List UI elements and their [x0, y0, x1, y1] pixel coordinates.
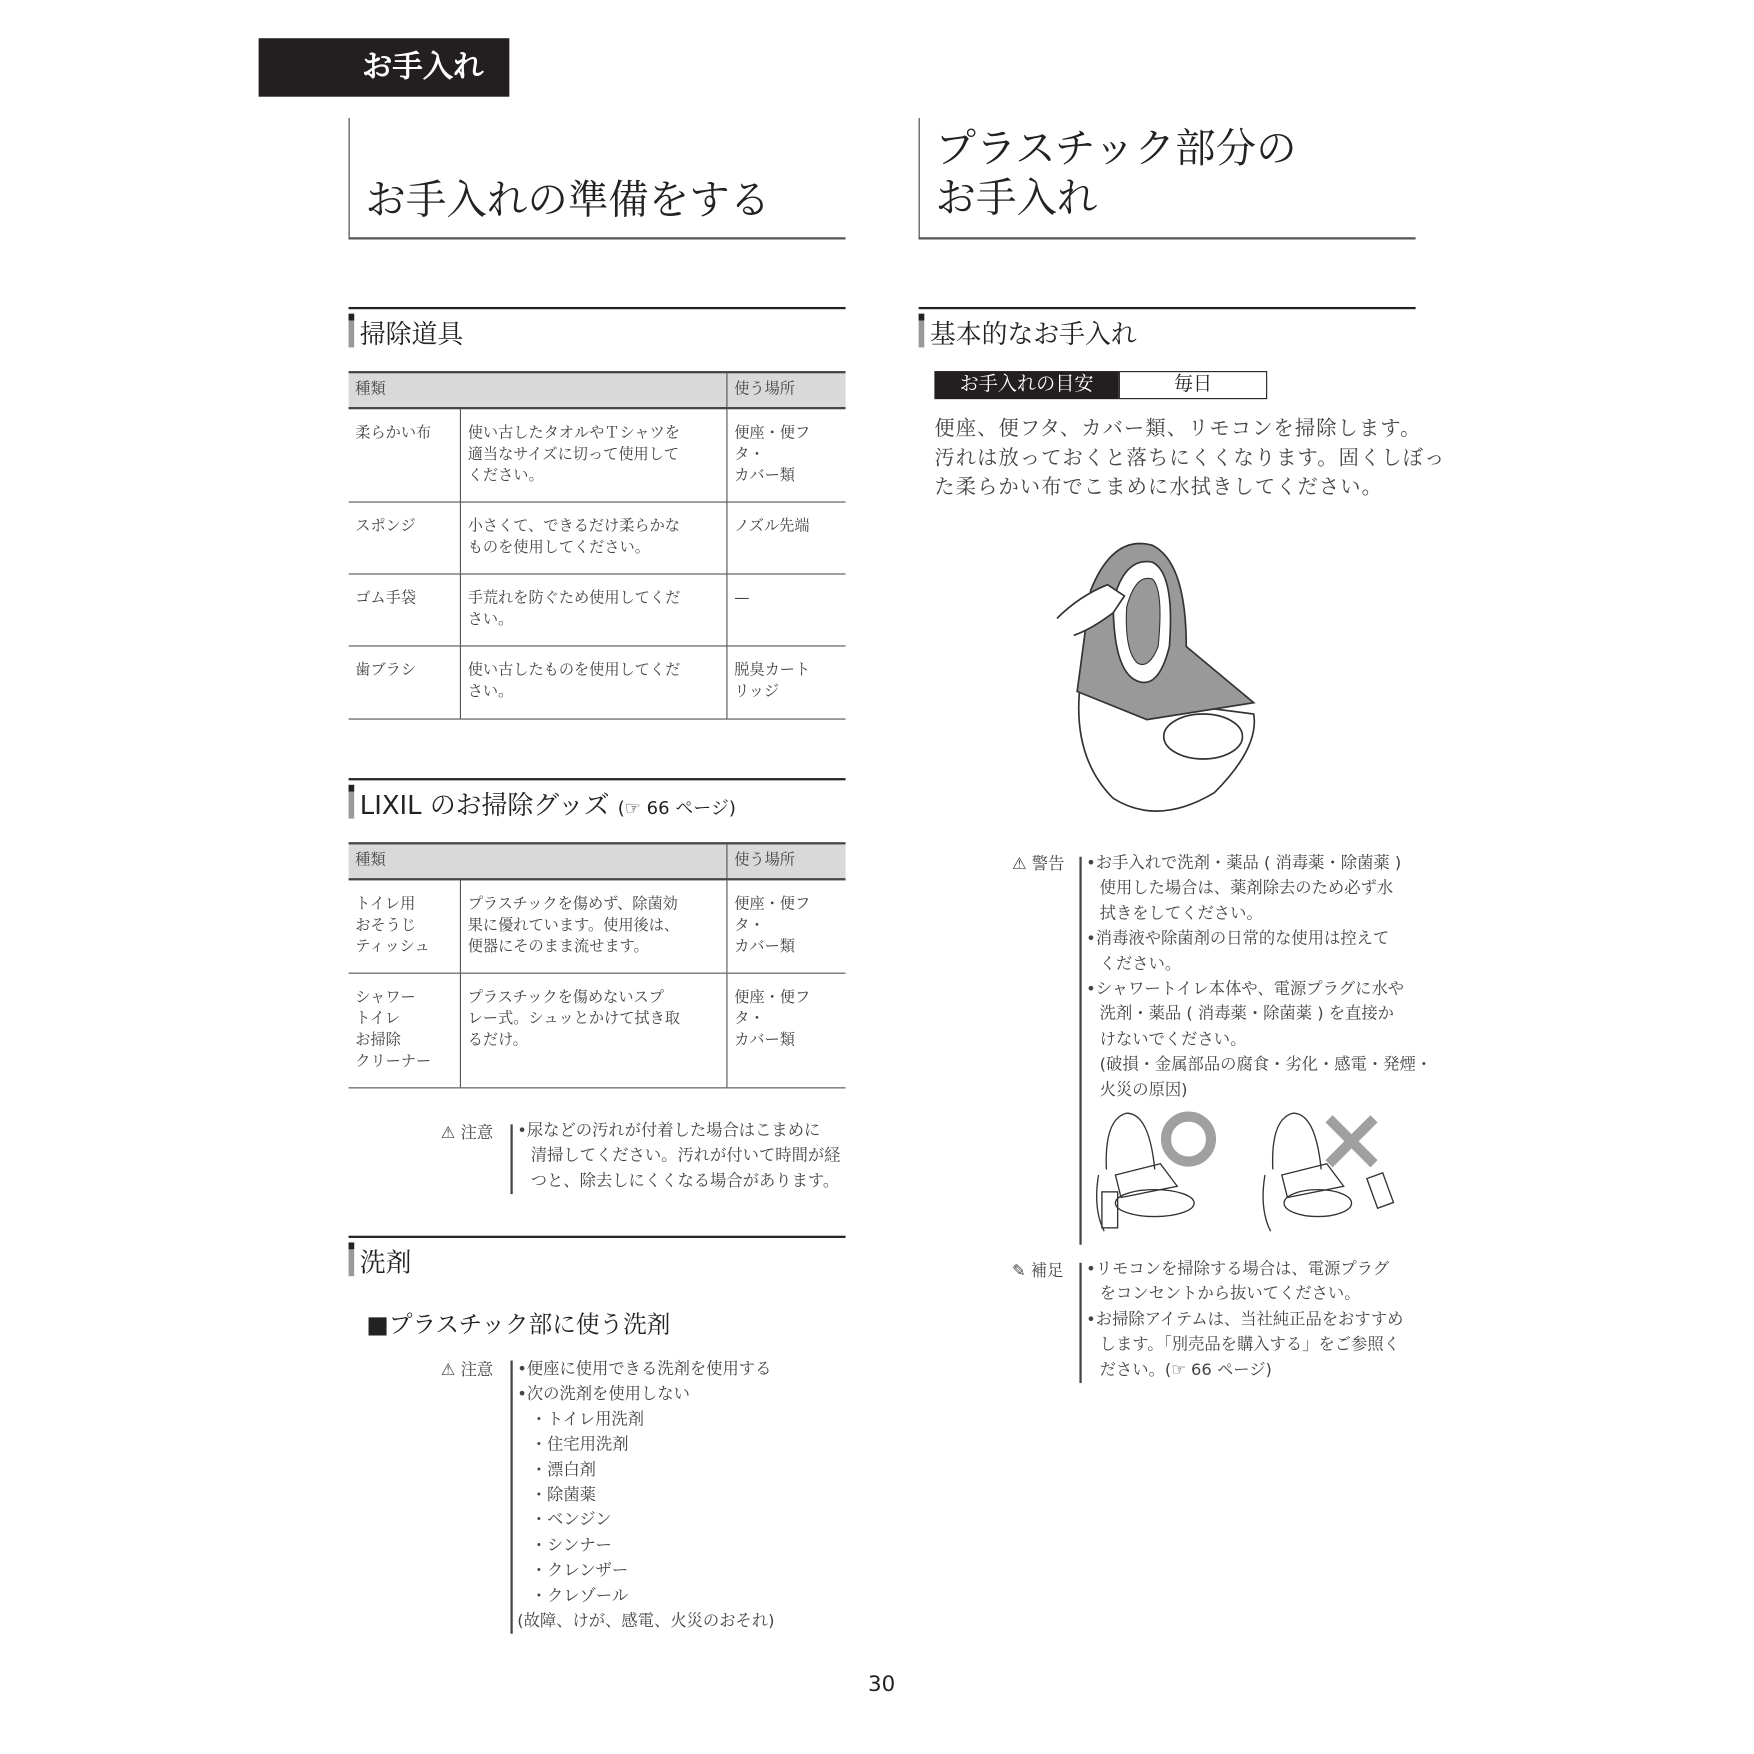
list-item: ・漂白剤: [530, 1461, 596, 1480]
cell-line: 使い古したものを使用してくだ: [467, 660, 681, 679]
cell-line: さい。: [467, 609, 514, 628]
supplement-body: [1086, 1257, 1403, 1383]
list-item: ・クレンザー: [530, 1562, 629, 1581]
chapter-tab-label: お手入れ: [362, 49, 484, 85]
cell-type: [349, 645, 461, 718]
list-item: ・住宅用洗剤: [530, 1436, 629, 1455]
cell-line: プラスチックを傷めず、除菌効: [467, 895, 678, 914]
caution-text: 注意: [460, 1124, 494, 1143]
cell-line: ものを使用してください。: [467, 538, 650, 557]
list-item: ・除菌薬: [530, 1486, 596, 1505]
cross-ng-icon: [1329, 1119, 1374, 1164]
caution-body: [517, 1357, 774, 1634]
cell-line: 使い古したタオルやＴシャツを: [467, 423, 680, 442]
title-line: お手入れ: [935, 175, 1098, 222]
caution-text: 注意: [460, 1361, 494, 1380]
table-row: [349, 973, 846, 1088]
incorrect-example: [1263, 1113, 1393, 1231]
cell-type: [349, 879, 461, 972]
cell-line: シャワー: [355, 987, 416, 1006]
caution-line: (故障、けが、感電、火災のおそれ): [517, 1612, 775, 1631]
frequency-value: 毎日: [1119, 371, 1267, 399]
cell-line: ノズル先端: [734, 516, 810, 535]
tools-table: [349, 371, 846, 719]
col-header-type: 種類: [349, 843, 727, 879]
cell-type: [349, 973, 461, 1088]
caution-line: •尿などの汚れが付着した場合はこまめに: [517, 1122, 821, 1141]
caution-label: [441, 1358, 493, 1383]
caution-label: [441, 1121, 493, 1146]
section-title: 掃除道具: [359, 320, 464, 350]
cell-desc: [460, 501, 726, 573]
cell-line: レー式。シュッとかけて拭き取: [467, 1009, 680, 1028]
warning-line: 拭きをしてください。: [1099, 904, 1263, 923]
cell-place: [727, 973, 846, 1088]
page-title-right: [936, 125, 1297, 224]
warning-line: •お手入れで洗剤・薬品 ( 消毒薬・除菌薬 ): [1086, 854, 1402, 873]
right-title-block: [919, 118, 1416, 239]
note-divider: [1079, 857, 1081, 1245]
cell-line: おそうじ: [355, 916, 417, 935]
cell-line: お掃除: [355, 1030, 401, 1049]
cell-line: 便座・便フタ・: [734, 895, 811, 935]
toilet-cleaning-illustration: [1046, 534, 1271, 826]
list-item: ・ベンジン: [530, 1511, 612, 1530]
note-divider: [510, 1124, 512, 1194]
col-header-place: 使う場所: [727, 372, 846, 408]
cell-line: 脱臭カート: [734, 660, 811, 679]
subheading: ■プラスチック部に使う洗剤: [366, 1311, 671, 1339]
warning-line: •消毒液や除菌剤の日常的な使用は控えて: [1086, 930, 1390, 949]
cell-line: カバー類: [734, 937, 795, 956]
warning-triangle-icon: ⚠: [440, 1361, 456, 1380]
cell-place: [727, 879, 846, 972]
table-row: [349, 645, 846, 718]
heading-bar: [349, 1242, 355, 1276]
supplement-line: をコンセントから抜いてください。: [1099, 1285, 1361, 1304]
cell-place: [727, 408, 846, 501]
warning-line: •シャワートイレ本体や、電源プラグに水や: [1086, 980, 1405, 999]
col-header-type: 種類: [349, 372, 727, 408]
cell-line: トイレ用: [355, 895, 416, 914]
cell-line: さい。: [467, 681, 514, 700]
section-title: 洗剤: [359, 1249, 412, 1279]
cell-line: —: [734, 588, 750, 607]
intro-paragraph: [934, 415, 1445, 503]
cell-line: リッジ: [734, 681, 780, 700]
table-row: [349, 408, 846, 501]
caution-line: 清掃してください。汚れが付いて時間が経: [530, 1147, 841, 1166]
heading-bar: [919, 314, 925, 348]
caution-line: •次の洗剤を使用しない: [517, 1385, 690, 1404]
warning-body: [1086, 851, 1432, 1103]
cell-line: 便座・便フタ・: [734, 423, 811, 464]
warning-line: ください。: [1099, 955, 1182, 974]
page-title-left: お手入れの準備をする: [365, 177, 771, 224]
paragraph-line: 汚れは放っておくと落ちにくくなります。固くしぼっ: [934, 446, 1446, 470]
warning-line: 洗剤・薬品 ( 消毒薬・除菌薬 ) を直接か: [1099, 1005, 1394, 1024]
frequency-label: お手入れの目安: [934, 371, 1118, 399]
cell-desc: [460, 645, 726, 718]
cell-line: 便器にそのまま流せます。: [467, 937, 649, 956]
section-heading-basic: [919, 307, 1416, 350]
cell-line: プラスチックを傷めないスプ: [467, 987, 664, 1006]
cell-line: 柔らかい布: [355, 423, 432, 442]
table-row: [349, 573, 846, 645]
warning-label: [1012, 852, 1064, 877]
cell-line: 歯ブラシ: [355, 660, 417, 679]
note-divider: [1079, 1263, 1081, 1383]
cell-desc: [460, 973, 726, 1088]
cell-type: [349, 501, 461, 573]
circle-ok-icon: [1166, 1117, 1211, 1162]
cell-line: 便座・便フタ・: [734, 987, 811, 1028]
left-title-block: [349, 118, 846, 239]
paragraph-line: 便座、便フタ、カバー類、リモコンを掃除します。: [934, 417, 1422, 441]
goods-table: [349, 842, 846, 1088]
supplement-label: [1012, 1259, 1063, 1284]
cell-line: 果に優れています。使用後は、: [467, 916, 680, 935]
col-header-place: 使う場所: [727, 843, 846, 879]
cell-line: 小さくて、できるだけ柔らかな: [467, 516, 680, 535]
list-item: ・クレゾール: [530, 1587, 629, 1606]
table-row: [349, 879, 846, 972]
cell-line: トイレ: [355, 1009, 401, 1028]
cell-line: 適当なサイズに切って使用して: [467, 445, 680, 464]
page-number: 30: [868, 1671, 896, 1697]
warning-triangle-icon: ⚠: [440, 1124, 456, 1143]
cell-desc: [460, 879, 726, 972]
do-dont-illustration: [1093, 1108, 1419, 1237]
warning-line: 使用した場合は、薬剤除去のため必ず水: [1099, 879, 1394, 898]
supplement-line: •お掃除アイテムは、当社純正品をおすすめ: [1086, 1310, 1404, 1329]
note-divider: [510, 1361, 512, 1634]
paragraph-line: た柔らかい布でこまめに水拭きしてください。: [934, 475, 1384, 500]
correct-example: [1097, 1113, 1194, 1231]
cell-place: [727, 573, 846, 645]
heading-bar: [349, 314, 355, 348]
page-reference-link[interactable]: (☞ 66 ページ): [617, 797, 736, 819]
supplement-line: •リモコンを掃除する場合は、電源プラグ: [1086, 1260, 1390, 1279]
section-heading-tools: [349, 307, 846, 350]
supplement-line: します。「別売品を購入する」をご参照く: [1099, 1336, 1400, 1355]
cell-line: ゴム手袋: [355, 588, 417, 607]
supplement-line: ださい。(☞ 66 ページ): [1099, 1361, 1272, 1380]
title-line: プラスチック部分の: [935, 125, 1297, 173]
caution-line: つと、除去しにくくなる場合があります。: [530, 1172, 840, 1191]
cell-desc: [460, 408, 726, 501]
cell-line: カバー類: [734, 1030, 795, 1049]
chapter-tab: [259, 38, 510, 96]
table-row: [349, 501, 846, 573]
section-heading-detergent: [349, 1236, 846, 1279]
warning-line: (破損・金属部品の腐食・劣化・感電・発煙・: [1099, 1056, 1433, 1075]
caution-body: [517, 1119, 840, 1195]
section-title: LIXIL のお掃除グッズ: [359, 791, 610, 821]
cell-type: [349, 573, 461, 645]
cell-type: [349, 408, 461, 501]
list-item: ・シンナー: [530, 1536, 612, 1555]
list-item: ・トイレ用洗剤: [530, 1410, 645, 1429]
pencil-icon: ✎: [1011, 1262, 1026, 1281]
warning-text: 警告: [1031, 855, 1065, 874]
section-heading-goods: [349, 778, 846, 821]
caution-line: •便座に使用できる洗剤を使用する: [517, 1360, 772, 1379]
cell-line: クリーナー: [355, 1051, 432, 1070]
cell-line: スポンジ: [355, 516, 416, 535]
cell-line: ください。: [467, 466, 544, 485]
warning-line: 火災の原因): [1099, 1081, 1188, 1100]
supplement-text: 補足: [1030, 1262, 1064, 1281]
cell-place: [727, 501, 846, 573]
warning-line: けないでください。: [1099, 1030, 1247, 1049]
cell-line: るだけ。: [467, 1030, 528, 1049]
cell-place: [727, 645, 846, 718]
heading-bar: [349, 785, 355, 819]
cell-line: カバー類: [734, 466, 795, 485]
warning-triangle-icon: ⚠: [1011, 855, 1027, 874]
section-title: 基本的なお手入れ: [929, 320, 1137, 350]
cell-line: 手荒れを防ぐため使用してくだ: [467, 588, 681, 607]
cell-desc: [460, 573, 726, 645]
cell-line: ティッシュ: [355, 937, 430, 956]
